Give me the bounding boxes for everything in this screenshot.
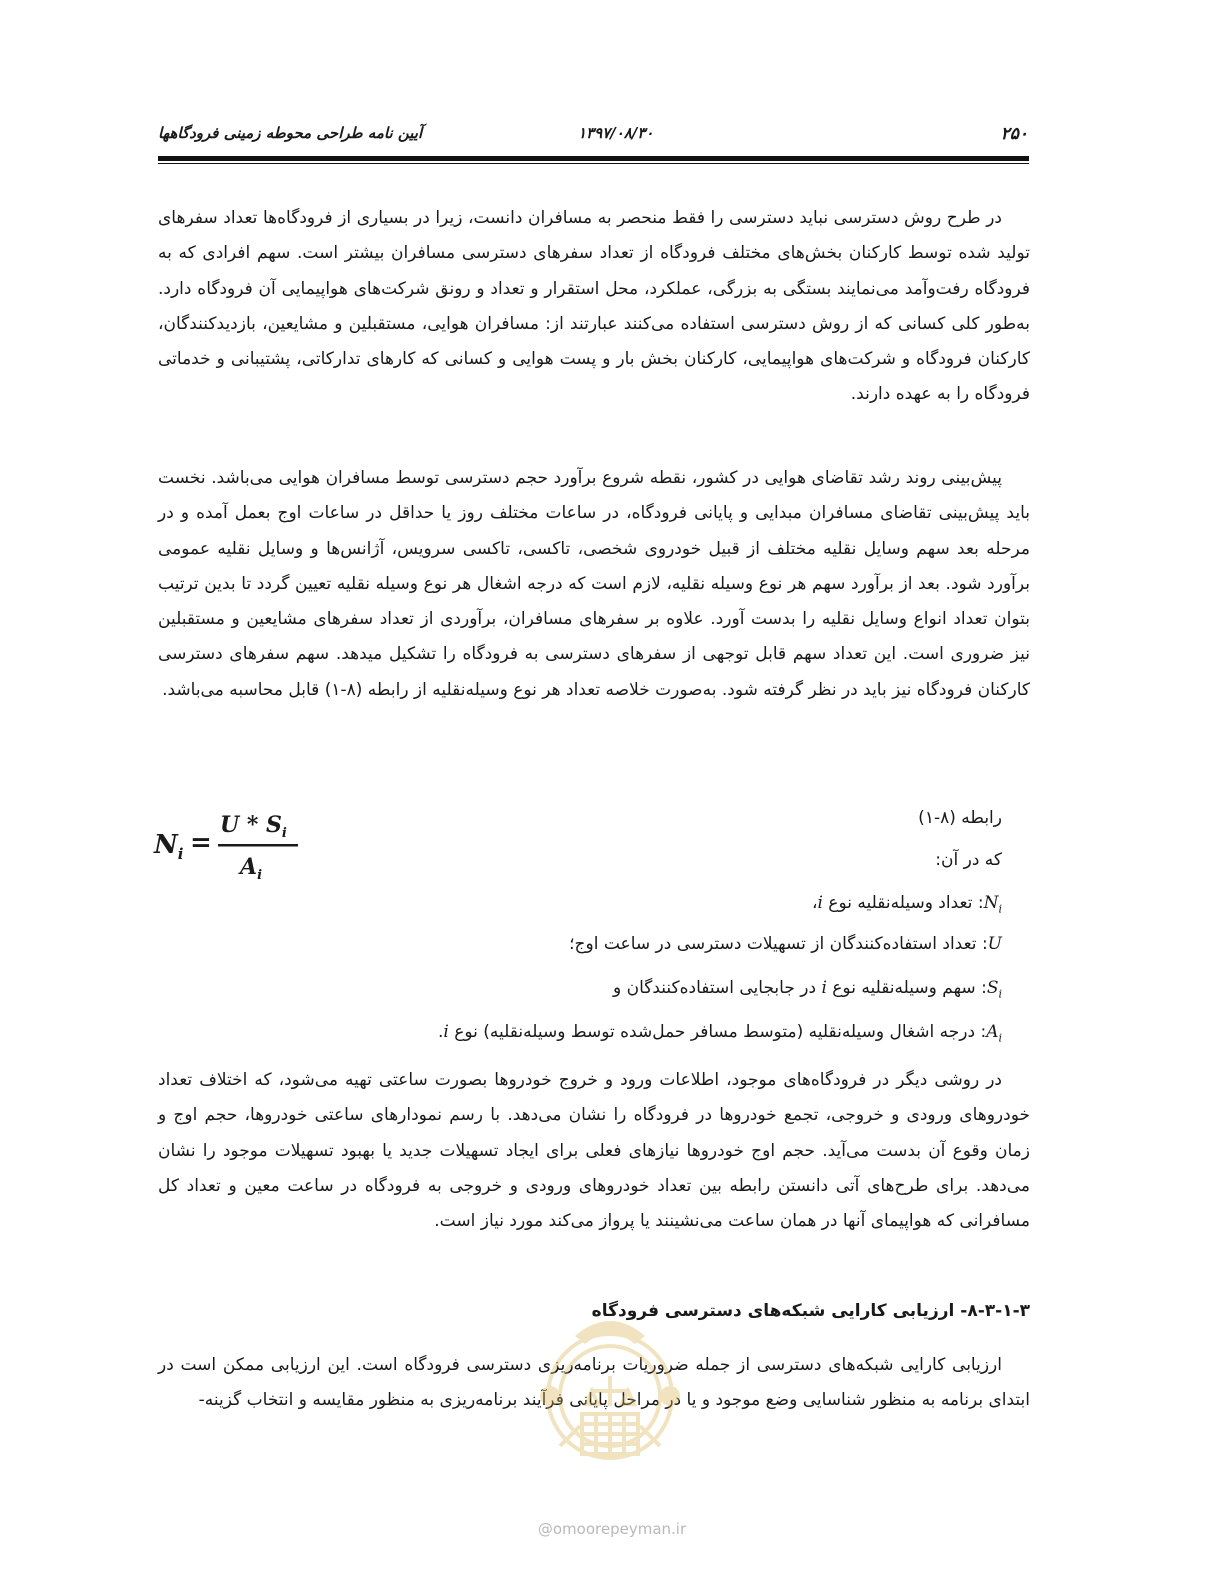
- header-rule-thin: [158, 163, 1029, 164]
- def-n-symbol: $N_i$: [983, 893, 1002, 916]
- where-label: که در آن:: [935, 850, 1002, 870]
- running-header: [158, 118, 1028, 148]
- fraction-bar: [218, 844, 298, 847]
- paragraph-demand-forecast: پیش‌بینی روند رشد تقاضای هوایی در کشور، نقطه شروع برآورد حجم دسترسی توسط مسافران هوایی می‌باشد. نخست باید پیش‌بینی تقاضای مسافران مبدایی و پایانی فرودگاه، در ساعات مختلف روز یا حداقل در ساعات اوج بعمل آمده و در مرحله بعد سهم وسایل نقلیه مختلف از قبیل خودروی شخصی، تاکسی، تاکسی سرویس، آژانس‌ها و وسایل نقلیه عمومی برآورد شود. بعد از برآورد سهم هر نوع وسیله نقلیه، لازم است که درجه اشغال هر نوع وسیله نقلیه تعیین گردد تا بدین ترتیب بتوان تعداد انواع وسایل نقلیه را بدست آورد. علاوه بر سفرهای مسافران، برآوردی از تعداد سفرهای مشایعین و مستقبلین نیز ضروری است. این تعداد سهم قابل توجهی از سفرهای دسترسی به فرودگاه را تشکیل میدهد. سهم سفرهای دسترسی کارکنان فرودگاه نیز باید در نظر گرفته شود. به‌صورت خلاصه تعداد هر نوع وسیله‌نقلیه از رابطه (۸-۱) قابل محاسبه می‌باشد.: [158, 468, 1030, 700]
- definition-si: $S_i$: سهم وسیله‌نقلیه نوع i در جابجایی استفاده‌کنندگان و: [612, 978, 1002, 1001]
- paragraph-network-evaluation: ارزیابی کارایی شبکه‌های دسترسی از جمله ضروریات برنامه‌ریزی دسترسی فرودگاه است. این ارزیابی ممکن است در ابتدای برنامه به منظور شناسایی وضع موجود و یا در مراحل پایانی فرآیند برنامه‌ریزی به منظور مقایسه و انتخاب گزینه-: [158, 1355, 1030, 1411]
- def-a-symbol: $A_i$: [986, 1022, 1002, 1045]
- header-date: ۱۳۹۷/۰۸/۳۰: [578, 124, 654, 142]
- section-heading: ۸-۳-۱-۳- ارزیابی کارایی شبکه‌های دسترسی فرودگاه: [591, 1301, 1030, 1321]
- paragraph-hourly-traffic: در روشی دیگر در فرودگاه‌های موجود، اطلاعات ورود و خروج خودروها بصورت ساعتی تهیه می‌شود، که اختلاف تعداد خودروهای ورودی و خروجی، تجمع خودروها در فرودگاه را نشان می‌دهد. با رسم نمودارهای ساعتی خودروها، حجم اوج و زمان وقوع آن بدست می‌آید. حجم اوج خودروها نیازهای فعلی برای ایجاد تسهیلات جدید یا بهبود تسهیلات موجود را نشان می‌دهد. برای طرح‌های آتی دانستن رابطه بین تعداد خودروهای ورودی و خروجی به فرودگاه در ساعت معین و تعداد کل مسافرانی که هواپیمای آنها در همان ساعت می‌نشینند یا پرواز می‌کند مورد نیاز است.: [158, 1070, 1030, 1232]
- header-rule-thick: [158, 156, 1029, 161]
- formula-equation: [150, 806, 310, 886]
- svg-text:Ai: [238, 854, 262, 883]
- def-s-symbol: $S_i$: [986, 978, 1002, 1001]
- formula-lhs: N: [154, 830, 178, 860]
- formula-denominator: A: [240, 854, 258, 880]
- formula-numerator-sub: i: [281, 826, 287, 841]
- footer-url: @omoorepeyman.ir: [537, 1520, 687, 1538]
- formula-equals: =: [190, 828, 212, 858]
- book-title: آیین نامه طراحی محوطه زمینی فرودگاهها: [158, 124, 423, 142]
- formula-lhs-sub: i: [177, 845, 184, 863]
- paragraph-access-users: در طرح روش دسترسی نباید دسترسی را فقط منحصر به مسافران دانست، زیرا در بسیاری از فرودگاه‌ها تعداد سفرهای تولید شده توسط کارکنان بخش‌های مختلف فرودگاه از تعداد سفرهای دسترسی مسافران بیشتر است. سهم افرادی که به فرودگاه رفت‌وآمد می‌نمایند بستگی به بزرگی، عملکرد، محل استقرار و تعداد و رونق شرکت‌های هواپیمایی آن فرودگاه دارد. به‌طور کلی کسانی که از روش دسترسی استفاده می‌کنند عبارتند از: مسافران هوایی، مستقبلین و مشایعین، بازدیدکنندگان، کارکنان فرودگاه و شرکت‌های هواپیمایی، کارکنان بخش بار و پست هوایی و کسانی که کارهای تدارکاتی، پشتیبانی و خدماتی فرودگاه را به عهده دارند.: [158, 208, 1030, 405]
- definition-u: U: تعداد استفاده‌کنندگان از تسهیلات دسترسی در ساعت اوج؛: [569, 934, 1002, 954]
- watermark-logo-icon: [520, 1296, 700, 1486]
- svg-text:U * Si: [220, 812, 287, 841]
- page-number: ۲۵۰: [1000, 124, 1028, 144]
- formula-label: رابطه (۸-۱): [918, 808, 1002, 828]
- formula-denominator-sub: i: [257, 868, 263, 883]
- definition-ai: $A_i$: درجه اشغال وسیله‌نقلیه (متوسط مسافر حمل‌شده توسط وسیله‌نقلیه) نوع i.: [437, 1022, 1002, 1045]
- svg-text:Ni: [153, 830, 184, 863]
- formula-numerator: U * S: [220, 812, 282, 838]
- definition-ni: $N_i$: تعداد وسیله‌نقلیه نوع i،: [811, 893, 1002, 916]
- def-u-symbol: U: [987, 934, 1002, 954]
